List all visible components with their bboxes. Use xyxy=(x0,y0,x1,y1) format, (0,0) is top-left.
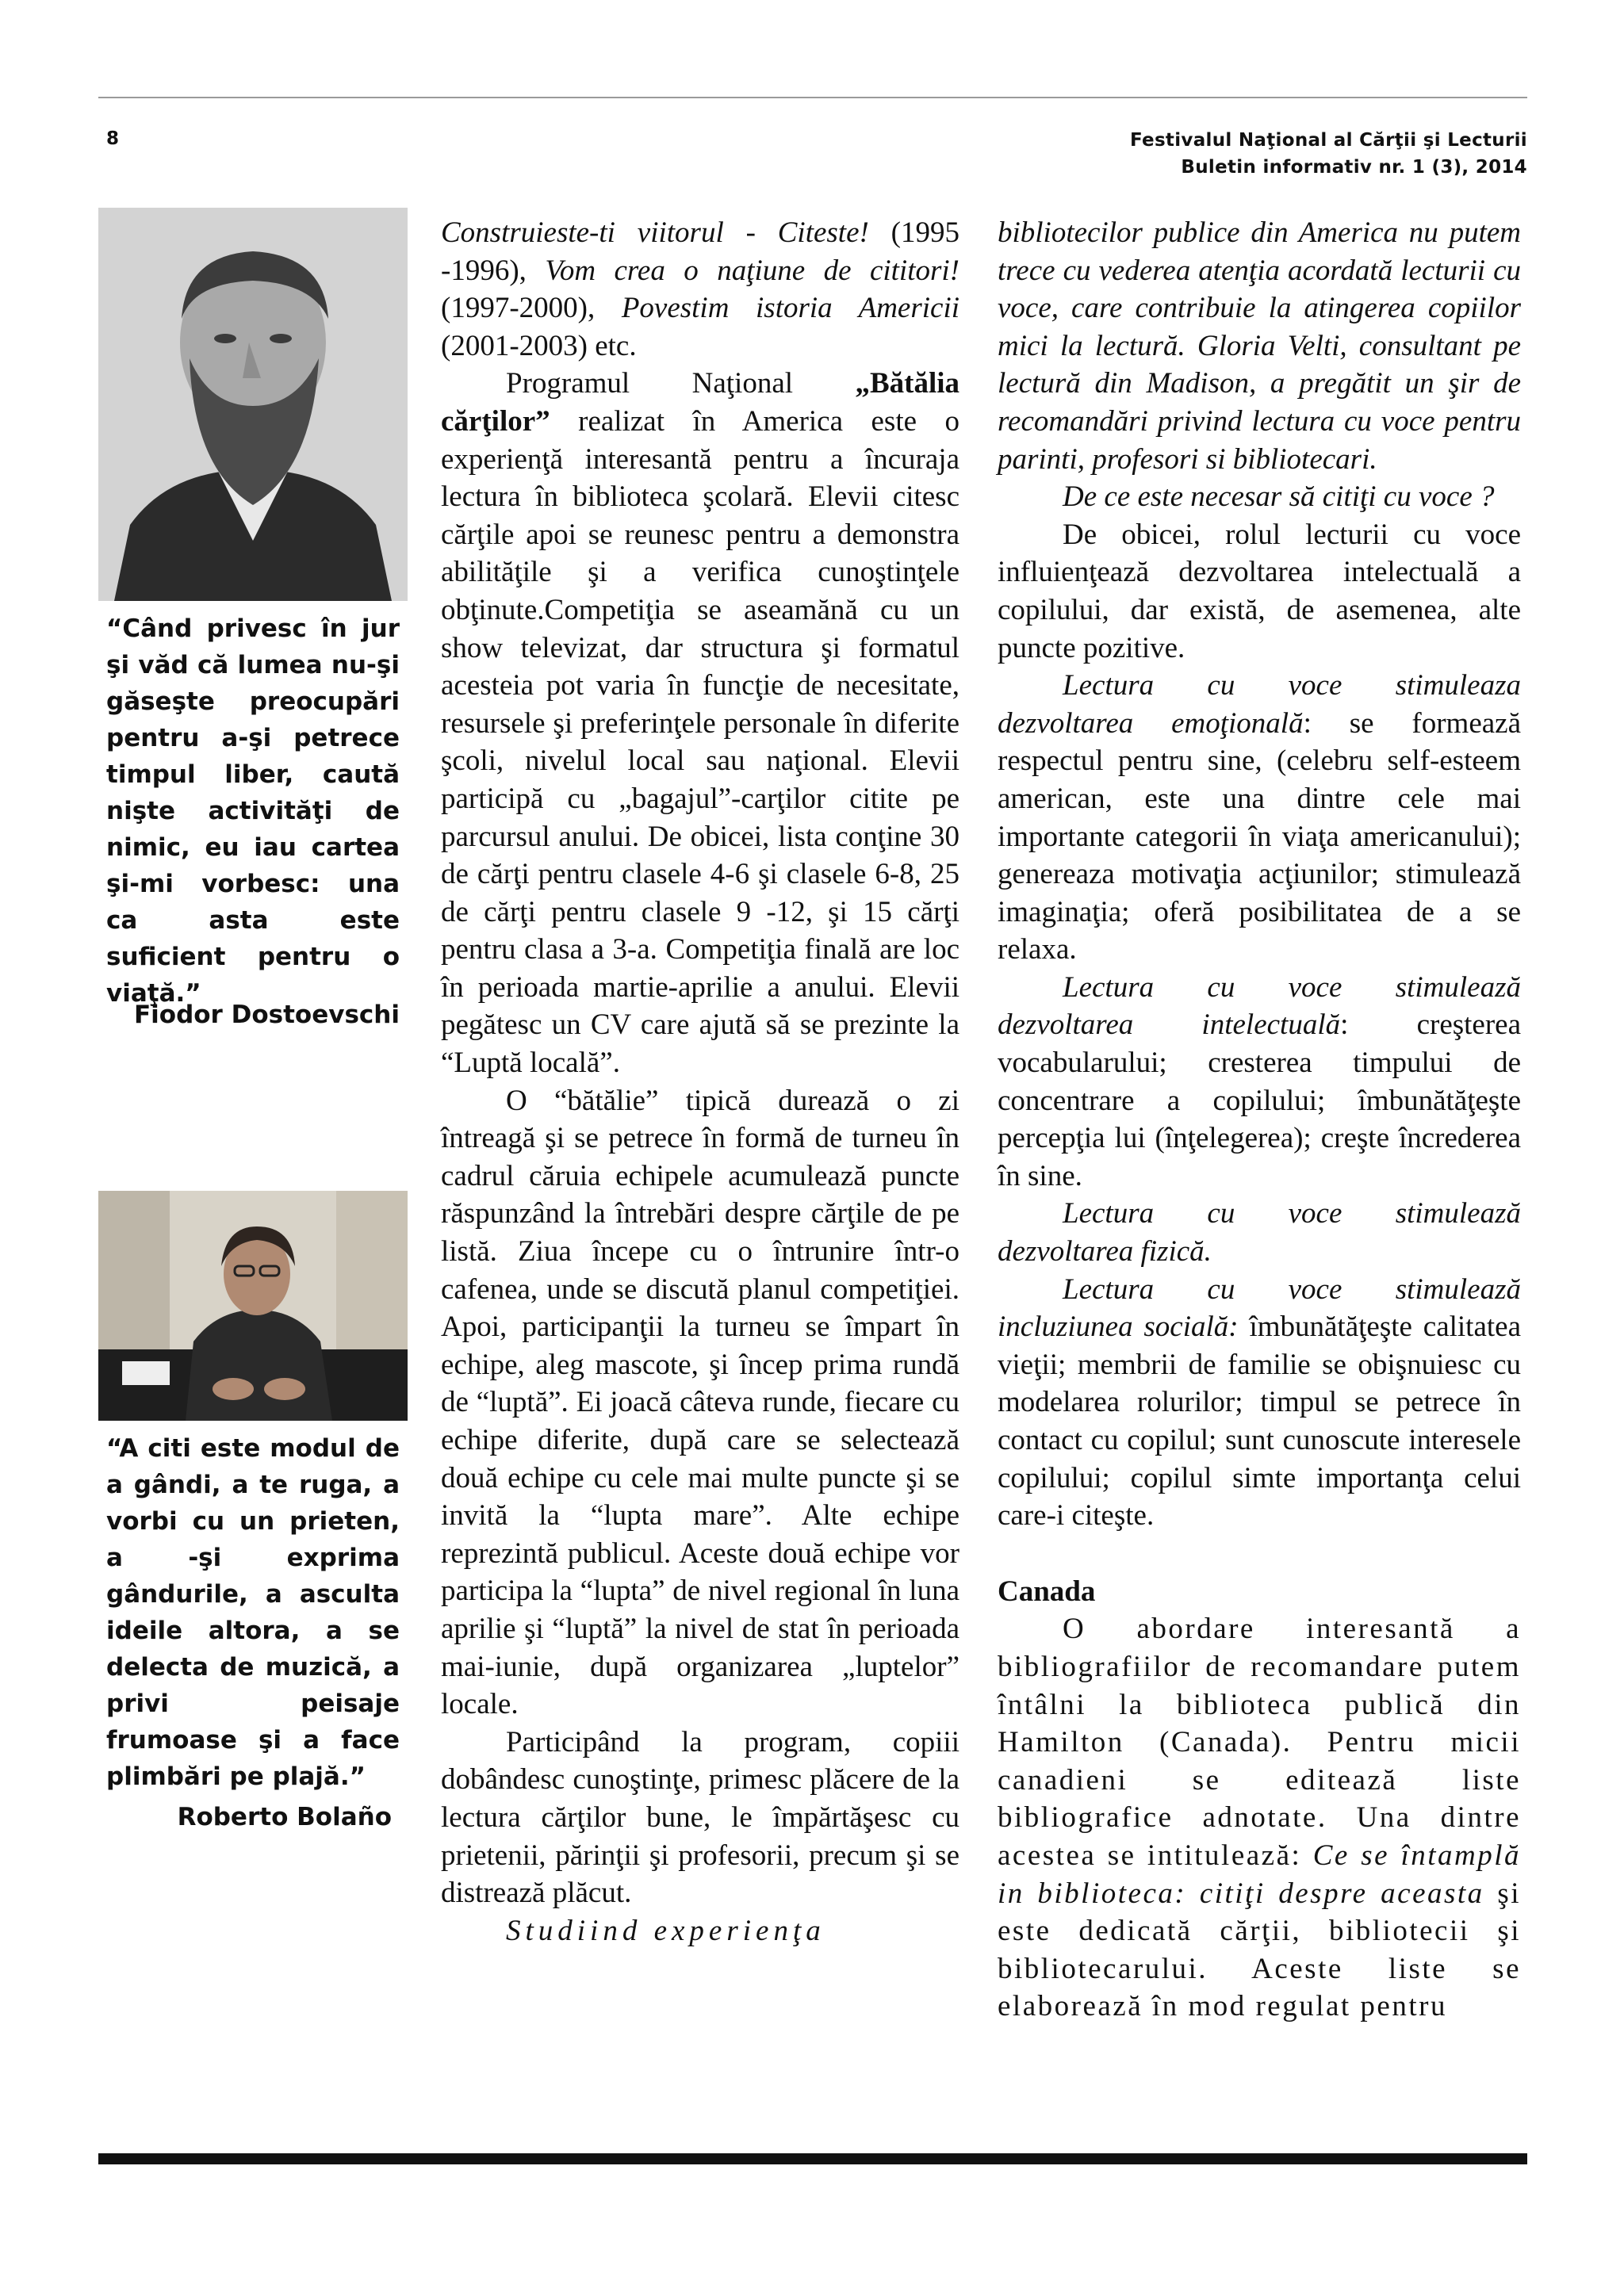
portrait-photo-dostoevsky xyxy=(98,208,408,601)
portrait-illustration xyxy=(98,1191,408,1421)
running-header xyxy=(1130,127,1527,181)
quote-author: Roberto Bolaño xyxy=(177,1803,392,1831)
paragraph: bibliotecilor publice din America nu putem trece cu vederea atenţia acordată lecturii cu voce, care contribuie la atingerea copiilor mici la lectură. Gloria Velti, consultant pe lectură din Madison, a pregătit un şir de recomandări privind lectura cu voce pentru parinti, profesori si bibliotecari. xyxy=(998,216,1521,476)
section-heading-canada: Canada xyxy=(998,1575,1096,1608)
article-column-middle xyxy=(441,214,959,1950)
footer-rule xyxy=(98,2153,1527,2164)
paragraph: Studiind experienţa xyxy=(506,1914,825,1947)
paragraph: Lectura cu voce stimulează dezvoltarea intelectuală: creşterea vocabularului; cresterea timpului de concentrare a copilului; îmbunătăţeşte percepţia lui (înţelegerea); creşte încrederea în sine. xyxy=(998,970,1522,1192)
article-column-right xyxy=(998,214,1521,2026)
paragraph: Programul Naţional „Bătălia cărţilor” realizat în America este o experienţă interesantă pentru a încuraja lectura în biblioteca şcolară. Elevii citesc cărţile apoi se reunesc pentru a demonstra abilităţile şi a verifica cunoştinţele obţinute.Competiţia se aseamănă cu un show televizat, dar structura şi formatul acesteia pot varia în funcţie de necesitate, resursele şi preferinţele personale în diferite şcoli, nivelul local sau naţional. Elevii participă cu „bagajul”-carţilor citite pe parcursul anului. De obicei, lista conţine 30 de cărţi pentru clasele 4-6 şi clasele 6-8, 25 de cărţi pentru clasele 9 -12, şi 15 cărţi pentru clasa a 3-a. Competiţia finală are loc în perioada martie-aprilie a anului. Elevii pegătesc un CV care ajută să se prezinte la “Luptă locală”. xyxy=(441,367,959,1080)
paragraph: O “bătălie” tipică durează o zi întreagă şi se petrece în formă de turneu în cadrul căruia echipele acumulează puncte răspunzând la întrebări despre cărţile de pe listă. Ziua începe cu o întrunire într-o cafenea, unde se discută planul competiţiei. Apoi, participanţii la turneu se împart în echipe, aleg mascote, şi încep prima rundă de “luptă”. Ei joacă câteva runde, fiecare cu echipe diferite, după care se selectează două echipe cu cele mai multe puncte şi se invită la “lupta mare”. Alte echipe reprezintă publicul. Aceste două echipe vor participa la “lupta” de nivel regional în luna aprilie şi “luptă” la nivel de stat în perioada mai-iunie, după organizarea „luptelor” locale. xyxy=(441,1084,959,1721)
header-rule xyxy=(98,97,1527,98)
header-title: Festivalul Naţional al Cărţii şi Lecturii xyxy=(1129,130,1527,151)
portrait-illustration xyxy=(98,208,408,601)
paragraph: De ce este necesar să citiţi cu voce ? xyxy=(1063,480,1495,514)
sidebar xyxy=(98,208,408,1831)
paragraph: Lectura cu voce stimulează dezvoltarea fizică. xyxy=(998,1197,1521,1269)
paragraph: O abordare interesantă a bibliografiilor de recomandare putem întâlni la biblioteca publică din Hamilton (Canada). Pentru micii canadieni se editează liste bibliografice adnotate. Una dintre acestea se intitulează: Ce se întamplă in biblioteca: citiţi despre aceasta şi este dedicată cărţii, bibliotecii şi bibliotecarului. Aceste liste se elaborează în mod regulat pentru xyxy=(998,1613,1521,2023)
quote-text: “A citi este modul de a gândi, a te ruga, a vorbi cu un prieten, a -şi exprima gândurile, a asculta ideile altora, a se delecta de muzică, a privi peisaje frumoase şi a face plimbări pe plajă.” xyxy=(106,1434,400,1791)
paragraph: De obicei, rolul lecturii cu voce influienţează dezvoltarea intelectuală a copilului, dar există, de asemenea, alte puncte pozitive. xyxy=(998,518,1521,664)
paragraph: Lectura cu voce stimulează incluziunea socială: îmbunătăţeşte calitatea vieţii; membrii de familie se obişnuiesc cu modelarea rolurilor; timpul se petrece în contact cu copilul; sunt cunoscute interesele copilului; copilul simte importanţa celui care-i citeşte. xyxy=(998,1272,1521,1533)
quote-author: Fiodor Dostoevschi xyxy=(133,1001,400,1029)
paragraph: Lectura cu voce stimuleaza dezvoltarea emoţională: se formează respectul pentru sine, (celebru self-esteem american, este una dintre cele mai importante categorii în viaţa americanului); genereaza motivaţia acţiunilor; stimulează imaginaţia; oferă posibilitatea de a se relaxa. xyxy=(998,669,1522,966)
portrait-photo-bolano xyxy=(98,1191,408,1421)
header-subtitle: Buletin informativ nr. 1 (3), 2014 xyxy=(1181,157,1527,178)
paragraph: Construieste-ti viitorul - Citeste! (1995 -1996), Vom crea o naţiune de cititori! (1997-2000), Povestim istoria Americii (2001-2003) etc. xyxy=(441,216,959,362)
page-number: 8 xyxy=(106,128,120,149)
quote-text: “Când privesc în jur şi văd că lumea nu-şi găseşte preocupări pentru a-şi petrece timpul liber, caută nişte activităţi de nimic, eu iau cartea şi-mi vorbesc: una ca asta este suficient pentru o viaţă.” xyxy=(106,614,400,1008)
paragraph: Participând la program, copiii dobândesc cunoştinţe, primesc plăcere de la lectura cărţilor bune, le împărtăşesc cu prietenii, părinţii şi profesorii, precum şi se distrează plăcut. xyxy=(441,1725,959,1910)
